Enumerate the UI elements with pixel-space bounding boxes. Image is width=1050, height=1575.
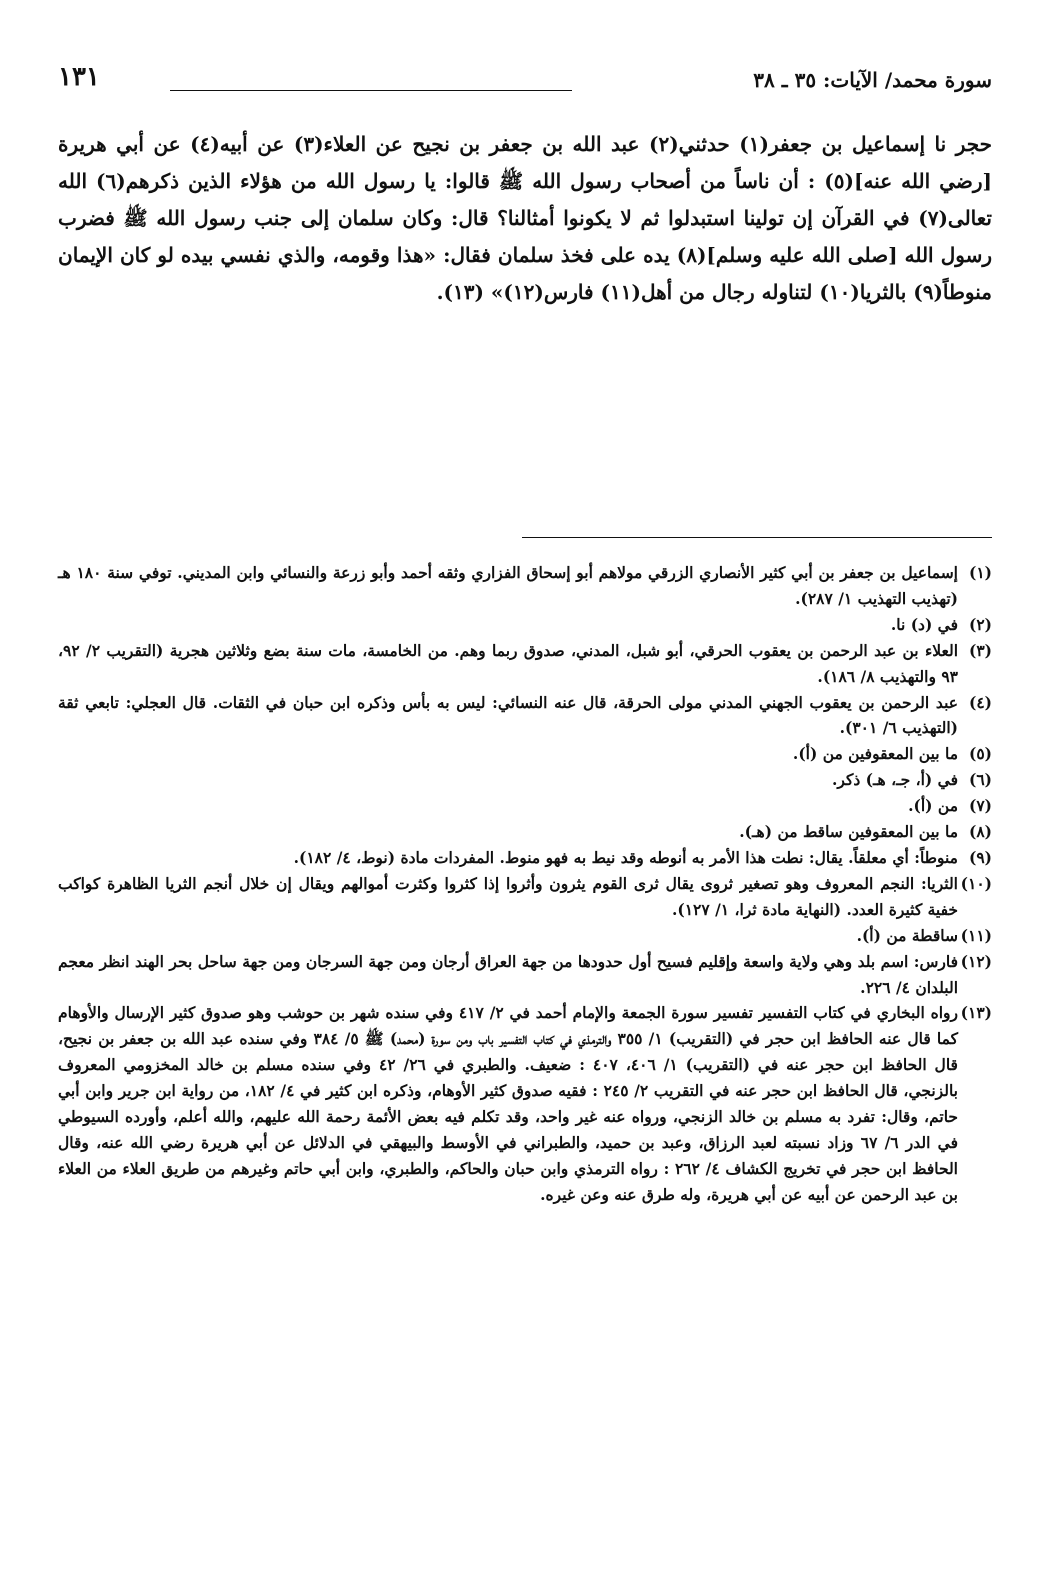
footnote-number: (٣) (968, 640, 992, 660)
footnote-11 (58, 923, 992, 949)
footnote-text: إسماعيل بن جعفر بن أبي كثير الأنصاري الزرقي مولاهم أبو إسحاق الفزاري وثقه أحمد وأبو زرعة والنسائي وابن المديني. توفي سنة ١٨٠ هـ (تهذيب التهذيب ١/ ٢٨٧). (58, 563, 958, 608)
footnote-12 (58, 949, 992, 1001)
footnote-4 (58, 690, 992, 742)
footnote-number: (٨) (968, 822, 992, 842)
footnote-number: (١٠) (960, 873, 992, 893)
footnote-number: (٢) (968, 614, 992, 634)
footnote-separator (522, 537, 992, 538)
footnote-text: في (د) نا. (890, 614, 958, 634)
footnote-5 (58, 741, 992, 767)
footnote-2 (58, 612, 992, 638)
footnote-text: العلاء بن عبد الرحمن بن يعقوب الحرقي، أبو شبل، المدني، صدوق ربما وهم. من الخامسة، مات سنة بضع وثلاثين هجرية (التقريب ٢/ ٩٢، ٩٣ والتهذيب ٨/ ١٨٦). (58, 640, 959, 686)
footnote-6 (58, 767, 992, 793)
footnote-number: (٥) (968, 744, 992, 764)
footnote-number: (١٣) (960, 1003, 992, 1023)
footnote-number: (١١) (960, 925, 992, 945)
footnote-1 (58, 560, 992, 612)
footnotes (58, 560, 992, 1208)
footnote-text: في (أ، جـ، هـ) ذكر. (832, 770, 958, 790)
page-header (58, 62, 992, 102)
footnote-text: من (أ). (908, 796, 958, 816)
footnote-text: عبد الرحمن بن يعقوب الجهني المدني مولى الحرقة، قال عنه النسائي: ليس به بأس وذكره ابن حبان في الثقات. قال العجلي: تابعي ثقة (التهذيب ٦/ ٣٠١). (58, 692, 958, 738)
footnote-text: الثريا: النجم المعروف وهو تصغير ثروى يقال ثرى القوم يثرون وأثروا إذا كثروا وكثرت أموالهم ويقال إن خلال أنجم الثريا الظاهرة كواكب خفية كثيرة العدد. (النهاية مادة ثرا، ١/ ١٢٧). (58, 873, 958, 919)
footnote-number: (١٢) (960, 951, 992, 971)
footnote-text: فارس: اسم بلد وهي ولاية واسعة وإقليم فسيح أول حدودها من جهة العراق أرجان ومن جهة السرجان ومن جهة ساحل بحر الهند انظر معجم البلدان ٤/ ٢٢٦. (58, 951, 958, 997)
footnote-text: منوطاً: أي معلقاً. يقال: نطت هذا الأمر به أنوطه وقد نيط به فهو منوط. المفردات مادة (نوط، ٤/ ١٨٢). (293, 847, 958, 867)
footnote-text: ساقطة من (أ). (856, 925, 958, 945)
hadith-paragraph: حجر نا إسماعيل بن جعفر(١) حدثني(٢) عبد الله بن جعفر بن نجيح عن العلاء(٣) عن أبيه(٤) عن أبي هريرة [رضي الله عنه](٥) : أن ناساً من أصحاب رسول الله ﷺ قالوا: يا رسول الله من هؤلاء الذين ذكرهم(٦) الله تعالى(٧) في القرآن إن تولينا استبدلوا ثم لا يكونوا أمثالنا؟ قال: وكان سلمان إلى جنب رسول الله ﷺ فضرب رسول الله [صلى الله عليه وسلم](٨) يده على فخذ سلمان فقال: «هذا وقومه، والذي نفسي بيده لو كان الإيمان منوطاً(٩) بالثريا(١٠) لتناوله رجال من أهل(١١) فارس(١٢)» (١٣). (58, 132, 993, 304)
footnote-text: رواه البخاري في كتاب التفسير تفسير سورة الجمعة والإمام أحمد في ٢/ ٤١٧ وفي سنده شهر بن حوشب وهو صدوق كثير الإرسال والأوهام كما قال عنه الحافظ ابن حجر في (التقريب) ١/ ٣٥٥ والترمذي في كتاب التفسير باب ومن سورة (محمد) ﷺ ٥/ ٣٨٤ وفي سنده عبد الله بن جعفر بن نجيح، قال الحافظ ابن حجر عنه في (التقريب) ١/ ٤٠٦، ٤٠٧ : ضعيف. والطبري في ٢٦/ ٤٢ وفي سنده مسلم بن خالد المخزومي المعروف بالزنجي، قال الحافظ ابن حجر عنه في التقريب ٢/ ٢٤٥ : فقيه صدوق كثير الأوهام، وذكره ابن كثير في ٤/ ١٨٢، من رواية ابن جرير وابن أبي حاتم، وقال: تفرد به مسلم بن خالد الزنجي، ورواه عنه غير واحد، وقد تكلم فيه بعض الأئمة رحمة الله عليهم، والله أعلم، وأورده السيوطي في الدر ٦/ ٦٧ وزاد نسبته لعبد الرزاق، وعبد بن حميد، والطبراني في الأوسط والبيهقي في الدلائل عن أبي هريرة رضي الله عنه، وقال الحافظ ابن حجر في تخريج الكشاف ٤/ ٢٦٢ : رواه الترمذي وابن حبان والحاكم، والطبري، وابن أبي حاتم وغيرهم من طريق العلاء من العلاء بن عبد الرحمن عن أبيه عن أبي هريرة، وله طرق عنه وعن غيره. (58, 1003, 958, 1204)
footnote-text: ما بين المعقوفين من (أ). (792, 744, 958, 764)
footnote-number: (٦) (968, 770, 992, 790)
footnote-7 (58, 793, 992, 819)
footnote-13 (58, 1000, 992, 1207)
footnote-number: (٧) (968, 796, 992, 816)
footnote-8 (58, 819, 992, 845)
footnote-number: (١) (968, 563, 992, 582)
footnote-number: (٤) (968, 692, 992, 712)
header-rule (170, 90, 572, 91)
running-title: سورة محمد/ الآيات: ٣٥ ـ ٣٨ (753, 68, 992, 92)
footnote-text: ما بين المعقوفين ساقط من (هـ). (739, 822, 958, 842)
main-text (58, 126, 992, 311)
footnote-10 (58, 871, 992, 923)
footnote-9 (58, 845, 992, 871)
page-number: ١٣١ (58, 62, 100, 92)
footnote-3 (58, 638, 992, 690)
footnote-number: (٩) (968, 847, 992, 867)
